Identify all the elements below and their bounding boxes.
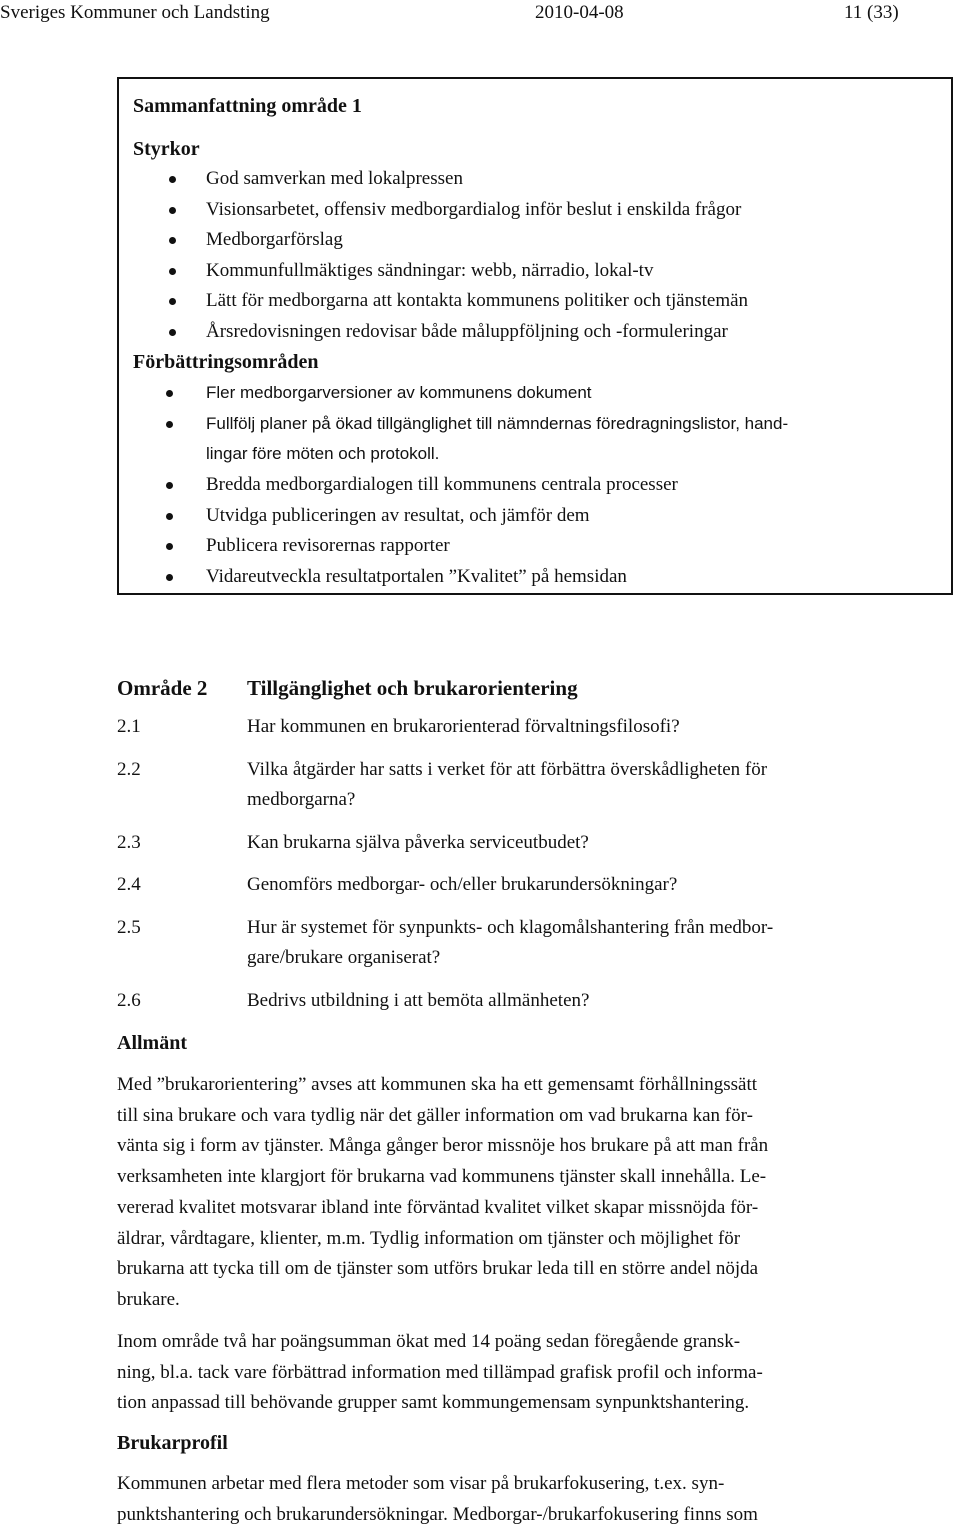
header-date: 2010-04-08 [535,2,624,23]
paragraph-line: brukare. [117,1288,180,1310]
paragraph-line: verksamheten inte klargjort för brukarna vad kommunens tjänster skall innehålla. Le- [117,1166,767,1188]
paragraph-line: tion anpassad till behövande grupper samt kommungemensam synpunktshantering. [117,1392,750,1414]
paragraph-line: Med ”brukarorientering” avses att kommunen ska ha ett gemensamt förhållningssätt [117,1074,758,1095]
strength-item: God samverkan med lokalpressen [206,168,463,189]
paragraph-line: Kommunen arbetar med flera metoder som visar på brukarfokusering, t.ex. syn- [117,1473,725,1494]
general-heading: Allmänt [117,1032,187,1054]
bullet-icon [166,421,173,428]
question-text: Genomförs medborgar- och/eller brukarundersökningar? [247,874,678,895]
question-text: Bedrivs utbildning i att bemöta allmänheten? [247,990,590,1011]
improvement-item: Utvidga publiceringen av resultat, och jämför dem [206,505,590,526]
question-number: 2.1 [117,716,141,737]
question-number: 2.4 [117,874,141,895]
improvement-item: Publicera revisorernas rapporter [206,535,450,556]
question-text-continued: medborgarna? [247,789,356,810]
bullet-icon [169,207,176,214]
bullet-icon [169,298,176,305]
question-number: 2.2 [117,759,141,780]
question-number: 2.3 [117,832,141,853]
strengths-heading: Styrkor [133,138,200,160]
area-title: Tillgänglighet och brukarorientering [247,676,578,700]
question-text: Kan brukarna själva påverka serviceutbudet? [247,832,589,853]
summary-title: Sammanfattning område 1 [133,95,362,117]
bullet-icon [169,176,176,183]
paragraph-line: äldrar, vårdtagare, klienter, m.m. Tydlig information om tjänster och möjlighet för [117,1227,741,1249]
general-paragraph-2 [117,1327,763,1419]
bullet-icon [169,268,176,275]
improvement-item: Bredda medborgardialogen till kommunens centrala processer [206,474,678,495]
question-text: Hur är systemet för synpunkts- och klagomålshantering från medbor- [247,917,774,938]
strength-item: Visionsarbetet, offensiv medborgardialog inför beslut i enskilda frågor [206,199,742,220]
paragraph-line: vänta sig i form av tjänster. Många gånger beror missnöje hos brukare på att man från [117,1135,769,1157]
bullet-icon [166,543,173,550]
paragraph-line: Inom område två har poängsumman ökat med 14 poäng sedan föregående gransk- [117,1331,741,1352]
improvement-item: Fullfölj planer på ökad tillgänglighet till nämndernas föredragningslistor, hand- [206,414,789,433]
strength-item: Kommunfullmäktiges sändningar: webb, närradio, lokal-tv [206,260,654,281]
bullet-icon [166,574,173,581]
user-profile-paragraph [117,1469,758,1530]
area-label: Område 2 [117,676,208,700]
paragraph-line: till sina brukare och vara tydlig när det gäller information om vad brukarna kan för- [117,1104,753,1126]
improvement-item: Fler medborgarversioner av kommunens dokument [206,383,592,402]
bullet-icon [166,390,173,397]
header-org: Sveriges Kommuner och Landsting [0,2,270,23]
paragraph-line: brukarna att tycka till om de tjänster som utförs brukar leda till en större andel nöjda [117,1258,759,1280]
bullet-icon [169,237,176,244]
paragraph-line: vererad kvalitet motsvarar ibland inte förväntad kvalitet vilket skapar missnöjda för- [117,1196,759,1218]
bullet-icon [169,329,176,336]
question-text: Har kommunen en brukarorienterad förvaltningsfilosofi? [247,716,680,737]
user-profile-heading: Brukarprofil [117,1432,228,1454]
strength-item: Medborgarförslag [206,229,343,250]
improvement-item-continued: lingar före möten och protokoll. [206,444,440,463]
general-paragraph-1 [117,1070,768,1316]
header-page-number: 11 (33) [844,2,899,23]
question-text: Vilka åtgärder har satts i verket för att förbättra överskådligheten för [247,759,768,780]
question-text-continued: gare/brukare organiserat? [247,947,441,968]
strength-item: Lätt för medborgarna att kontakta kommunens politiker och tjänstemän [206,290,749,311]
bullet-icon [166,482,173,489]
question-number: 2.6 [117,990,141,1011]
bullet-icon [166,513,173,520]
improvements-heading: Förbättringsområden [133,351,319,373]
question-number: 2.5 [117,917,141,938]
paragraph-line: ning, bl.a. tack vare förbättrad information med tillämpad grafisk profil och informa- [117,1361,763,1383]
paragraph-line: punktshantering och brukarundersökningar. Medborgar-/brukarfokusering finns som [117,1503,758,1525]
strength-item: Årsredovisningen redovisar både måluppföljning och -formuleringar [206,321,728,342]
improvement-item: Vidareutveckla resultatportalen ”Kvalitet” på hemsidan [206,566,627,587]
